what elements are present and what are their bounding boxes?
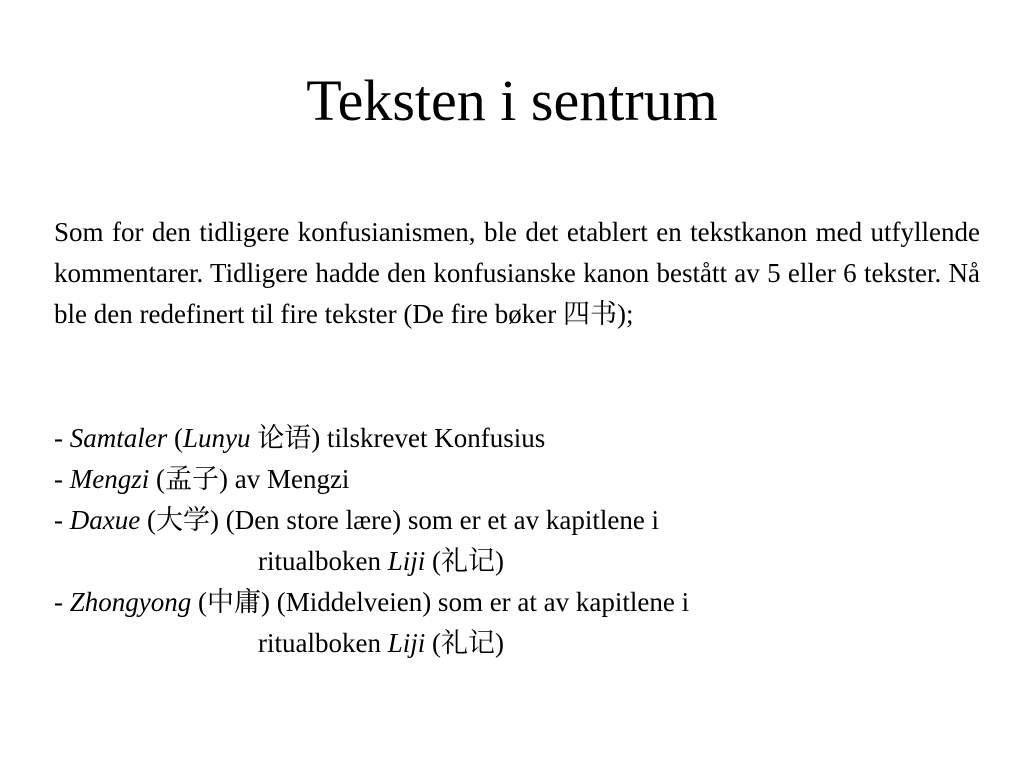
book-item-daxue-continuation: [54, 541, 980, 582]
book-item-zhongyong-continuation: [54, 623, 980, 664]
list-dash: -: [54, 464, 70, 494]
book-chinese: 孟子: [164, 464, 219, 494]
continuation-text: ritualboken: [258, 628, 388, 658]
book-chinese: 中庸: [207, 587, 261, 617]
paren-open: (: [191, 587, 207, 617]
book-title: Mengzi: [69, 464, 150, 494]
continuation-suffix: (礼记): [425, 546, 504, 576]
list-dash: -: [54, 587, 70, 617]
paren-open: (: [140, 505, 156, 535]
intro-tail: );: [617, 299, 634, 329]
continuation-italic: Liji: [387, 628, 426, 658]
book-chinese: 论语: [250, 423, 312, 453]
intro-chinese: 四书: [563, 299, 618, 329]
intro-text: Som for den tidligere konfusianismen, ble det etablert en tekstkanon med utfyllende kommentarer. Tidligere hadde den konfusianske kanon bestått av 5 eller 6 tekster. Nå ble den redefinert til fire tekster (De fire bøker: [54, 217, 980, 329]
paren-open: (: [149, 464, 165, 494]
book-chinese: 大学: [155, 505, 210, 535]
continuation-suffix: (礼记): [425, 628, 504, 658]
book-description: ) (Den store lære) som er et av kapitlene i: [209, 505, 660, 535]
book-title: Samtaler: [69, 423, 168, 453]
book-list: [54, 418, 980, 664]
book-item-mengzi: [54, 459, 980, 500]
book-pinyin: Lunyu: [183, 423, 251, 453]
book-title: Zhongyong: [69, 587, 192, 617]
book-description: ) (Middelveien) som er at av kapitlene i: [261, 587, 690, 617]
continuation-text: ritualboken: [258, 546, 388, 576]
continuation-italic: Liji: [387, 546, 426, 576]
slide-title: Teksten i sentrum: [306, 68, 718, 133]
list-dash: -: [54, 505, 70, 535]
list-dash: -: [54, 423, 70, 453]
book-description: ) tilskrevet Konfusius: [311, 423, 546, 453]
book-item-samtaler: [54, 418, 980, 459]
book-title: Daxue: [69, 505, 141, 535]
paren-open: (: [167, 423, 183, 453]
book-description: ) av Mengzi: [218, 464, 350, 494]
book-item-zhongyong: [54, 582, 980, 623]
book-item-daxue: [54, 500, 980, 541]
intro-paragraph: [54, 212, 980, 335]
